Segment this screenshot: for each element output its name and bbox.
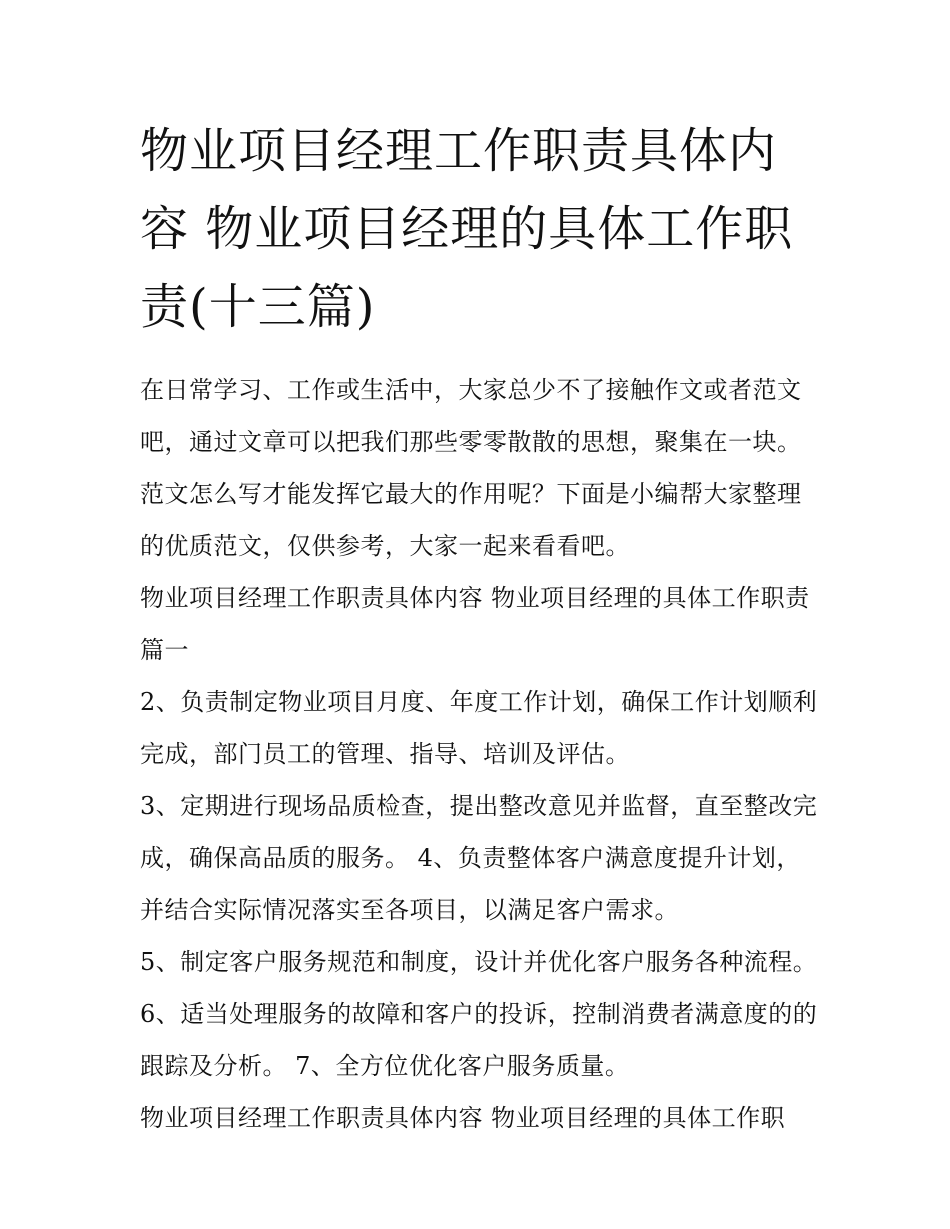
duty-item-2: 2、负责制定物业项目月度、年度工作计划，确保工作计划顺利完成，部门员工的管理、指导、培训及评估。 [140,688,818,768]
duty-item-5-7: 5、制定客户服务规范和制度，设计并优化客户服务各种流程。 6、适当处理服务的故障和客户的投诉，控制消费者满意度的的跟踪及分析。 7、全方位优化客户服务质量。 [140,948,818,1080]
duty-item-3-4: 3、定期进行现场品质检查，提出整改意见并监督，直至整改完成，确保高品质的服务。 4、负责整体客户满意度提升计划，并结合实际情况落实至各项目，以满足客户需求。 [140,792,818,924]
document-title: 物业项目经理工作职责具体内容 物业项目经理的具体工作职责(十三篇) [140,123,794,335]
document-page [140,112,820,1144]
section-heading-1: 物业项目经理工作职责具体内容 物业项目经理的具体工作职责篇一 [140,584,810,664]
document-body [140,364,820,1144]
intro-paragraph: 在日常学习、工作或生活中，大家总少不了接触作文或者范文吧，通过文章可以把我们那些零零散散的思想，聚集在一块。范文怎么写才能发挥它最大的作用呢？下面是小编帮大家整理的优质范文，仅供参考，大家一起来看看吧。 [140,376,802,560]
section-heading-2: 物业项目经理工作职责具体内容 物业项目经理的具体工作职 [140,1104,786,1132]
